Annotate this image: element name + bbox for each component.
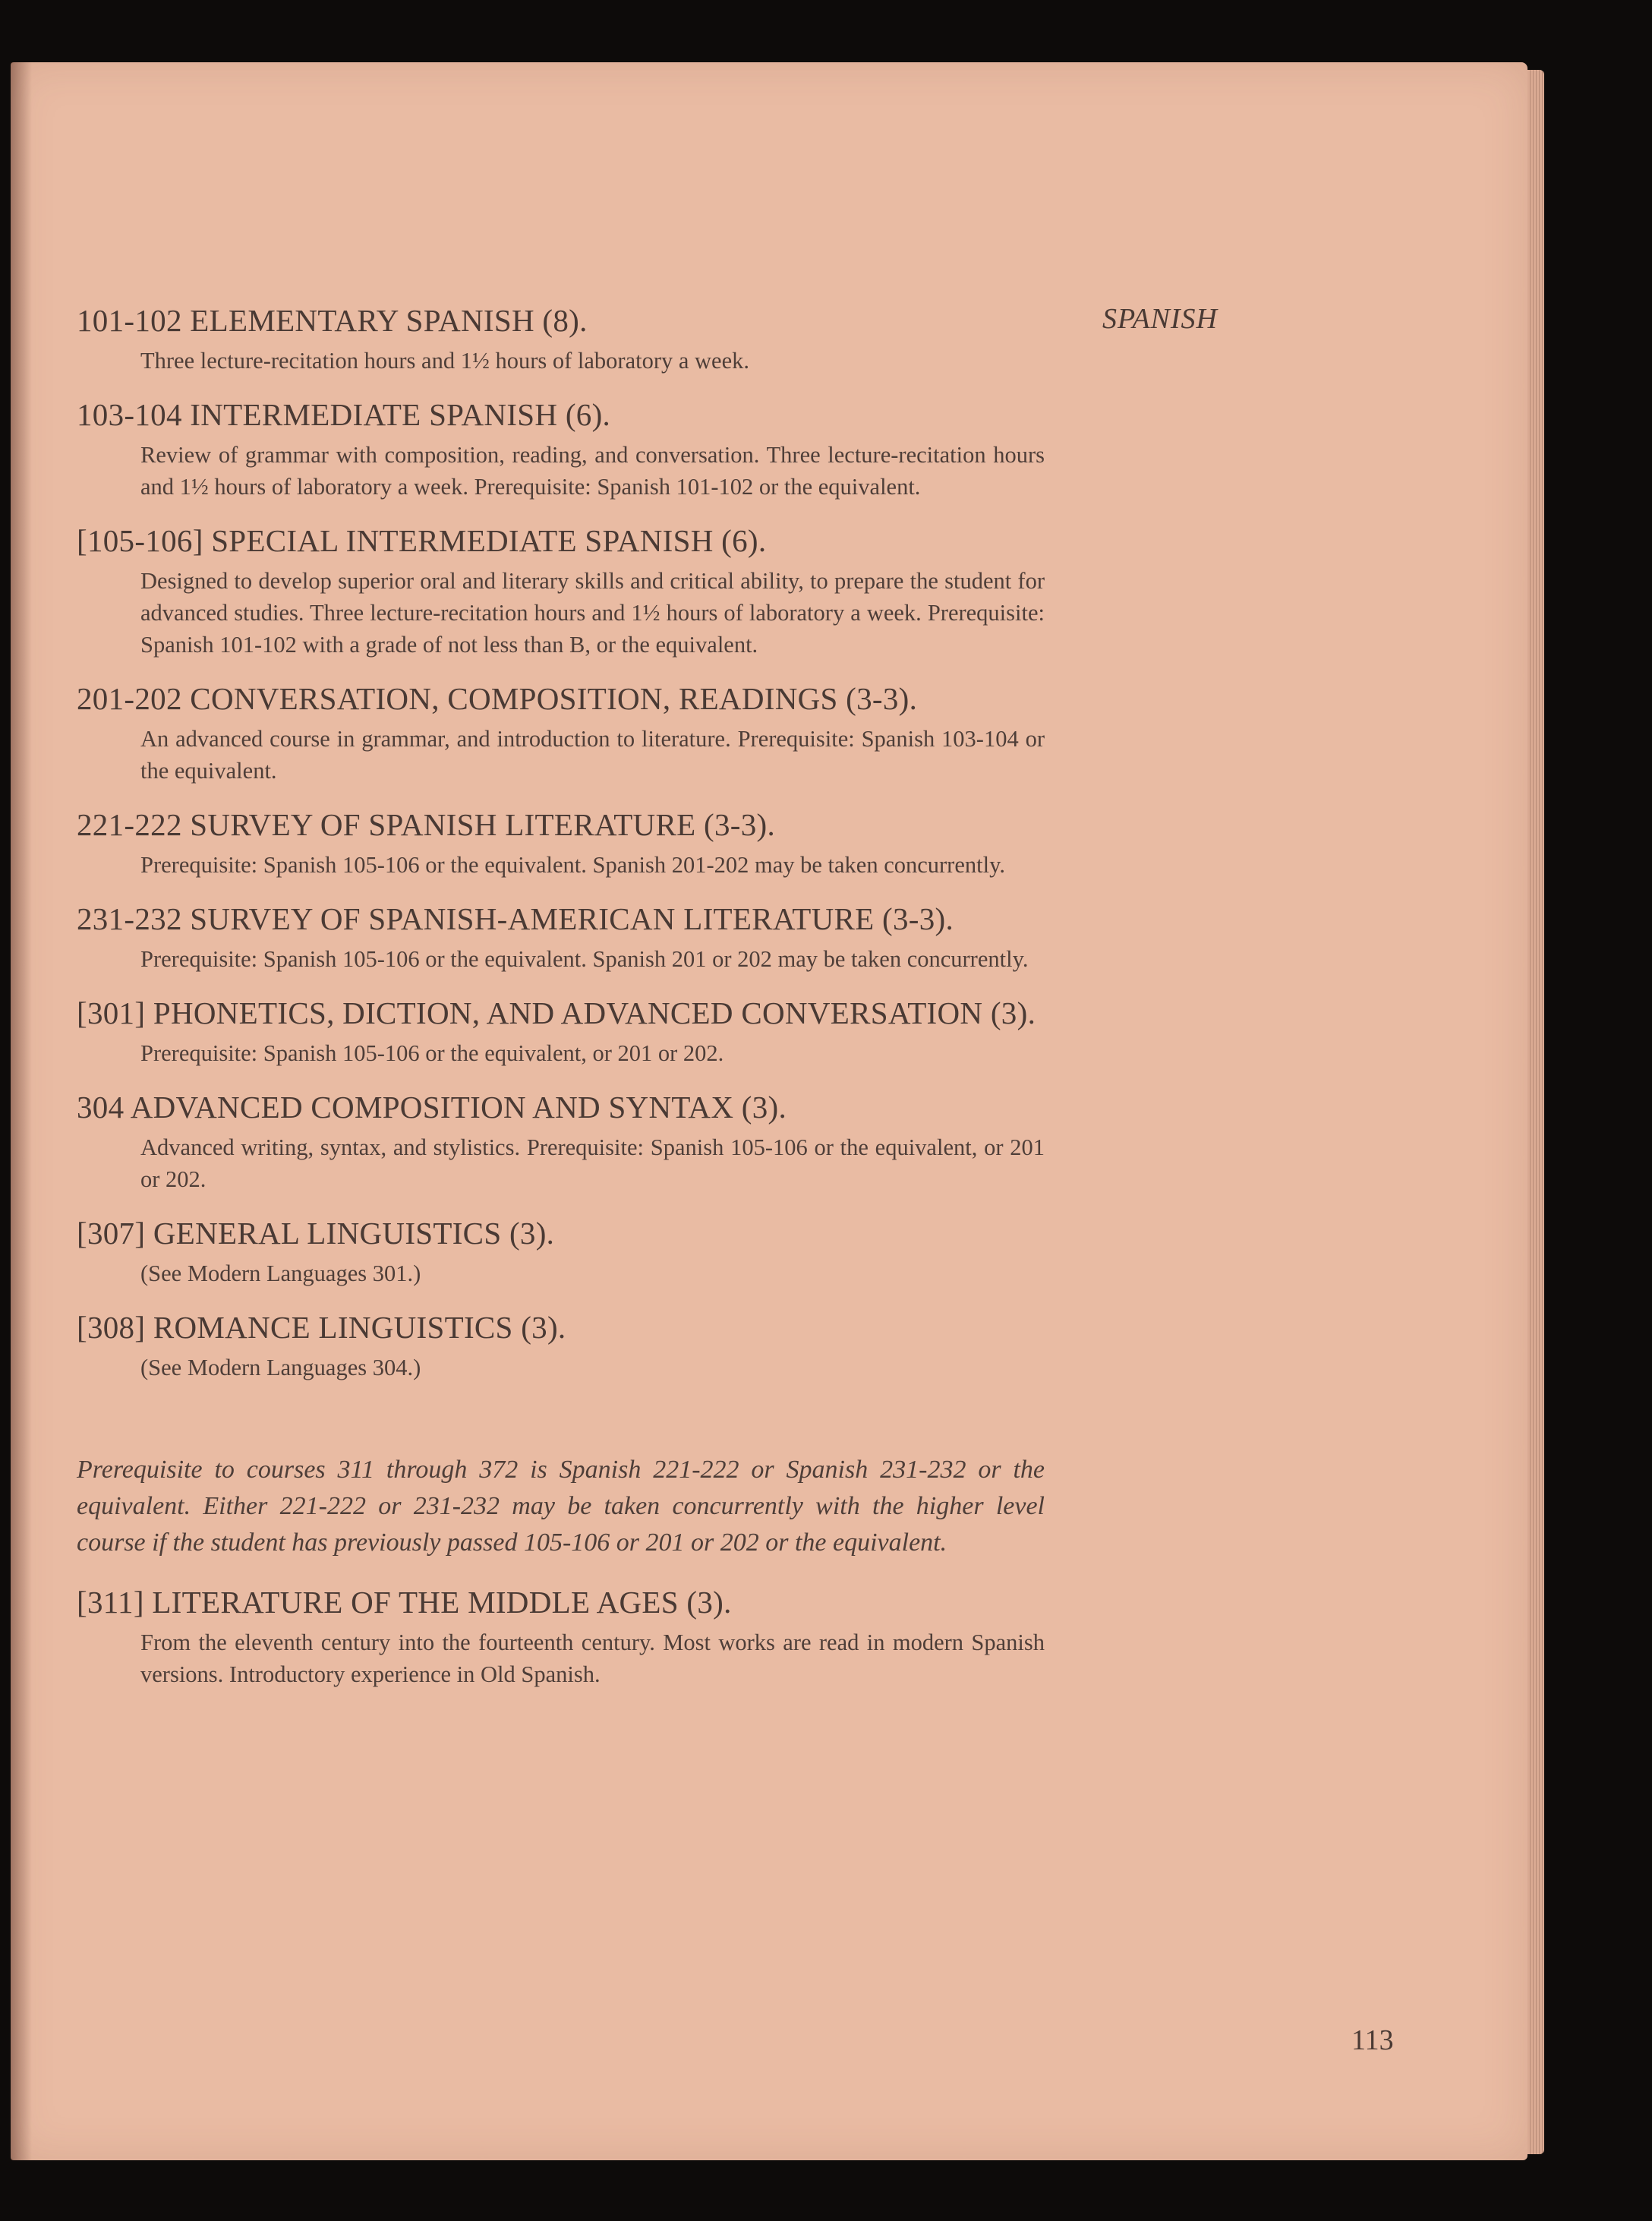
course-title: [105-106] SPECIAL INTERMEDIATE SPANISH (6). (77, 523, 767, 558)
course-title: [307] GENERAL LINGUISTICS (3). (77, 1216, 555, 1251)
course-description: Prerequisite: Spanish 105-106 or the equivalent. Spanish 201 or 202 may be taken concurrently. (140, 946, 1029, 972)
course-title: [301] PHONETICS, DICTION, AND ADVANCED CONVERSATION (3). (77, 995, 1036, 1030)
course-title: [311] LITERATURE OF THE MIDDLE AGES (3). (77, 1585, 732, 1620)
course-entry (77, 1215, 1045, 1289)
course-title: 103-104 INTERMEDIATE SPANISH (6). (77, 397, 611, 432)
course-entry (77, 1584, 1045, 1690)
course-description: Advanced writing, syntax, and stylistics. Prerequisite: Spanish 105-106 or the equivalent, or 201 or 202. (140, 1134, 1045, 1192)
course-entry (77, 680, 1045, 787)
course-entry (77, 396, 1045, 503)
section-heading: SPANISH (1102, 303, 1218, 335)
course-title: 101-102 ELEMENTARY SPANISH (8). (77, 303, 588, 338)
course-entry (77, 522, 1045, 661)
course-description: From the eleventh century into the fourteenth century. Most works are read in modern Spanish versions. Introductory experience in Old Spanish. (140, 1629, 1045, 1687)
prerequisite-note: Prerequisite to courses 311 through 372 is Spanish 221-222 or Spanish 231-232 or the equivalent. Either 221-222 or 231-232 may be taken concurrently with the higher level course if the student has previously passed 105-106 or 201 or 202 or the equivalent. (77, 1456, 1045, 1557)
course-description: Three lecture-recitation hours and 1½ hours of laboratory a week. (140, 348, 749, 374)
page-edges (1527, 70, 1544, 2154)
course-title: 231-232 SURVEY OF SPANISH-AMERICAN LITERATURE (3-3). (77, 901, 954, 936)
course-title: 221-222 SURVEY OF SPANISH LITERATURE (3-3). (77, 807, 776, 842)
course-entry (77, 302, 1045, 377)
course-entry (77, 995, 1045, 1069)
course-title: [308] ROMANCE LINGUISTICS (3). (77, 1310, 566, 1345)
course-description: Review of grammar with composition, reading, and conversation. Three lecture-recitation hours and 1½ hours of laboratory a week. Prerequisite: Spanish 101-102 or the equivalent. (140, 442, 1045, 500)
course-listing (77, 302, 1045, 1710)
book-gutter-shadow (11, 62, 32, 2160)
course-entry (77, 901, 1045, 975)
course-description: Designed to develop superior oral and literary skills and critical ability, to prepare the student for advanced studies. Three lecture-recitation hours and 1½ hours of laboratory a week. Prerequisite: Spanish 101-102 with a grade of not less than B, or the equivalent. (140, 568, 1045, 658)
page-number: 113 (1351, 2024, 1394, 2056)
course-title: 304 ADVANCED COMPOSITION AND SYNTAX (3). (77, 1090, 787, 1125)
course-description: Prerequisite: Spanish 105-106 or the equivalent, or 201 or 202. (140, 1040, 724, 1066)
course-description: (See Modern Languages 301.) (140, 1260, 421, 1286)
course-description: (See Modern Languages 304.) (140, 1355, 421, 1380)
course-description: Prerequisite: Spanish 105-106 or the equivalent. Spanish 201-202 may be taken concurrently. (140, 852, 1005, 878)
course-entry (77, 1089, 1045, 1195)
course-entry (77, 806, 1045, 881)
course-description: An advanced course in grammar, and introduction to literature. Prerequisite: Spanish 103-104 or the equivalent. (140, 726, 1045, 784)
course-entry (77, 1309, 1045, 1383)
course-title: 201-202 CONVERSATION, COMPOSITION, READINGS (3-3). (77, 681, 918, 716)
